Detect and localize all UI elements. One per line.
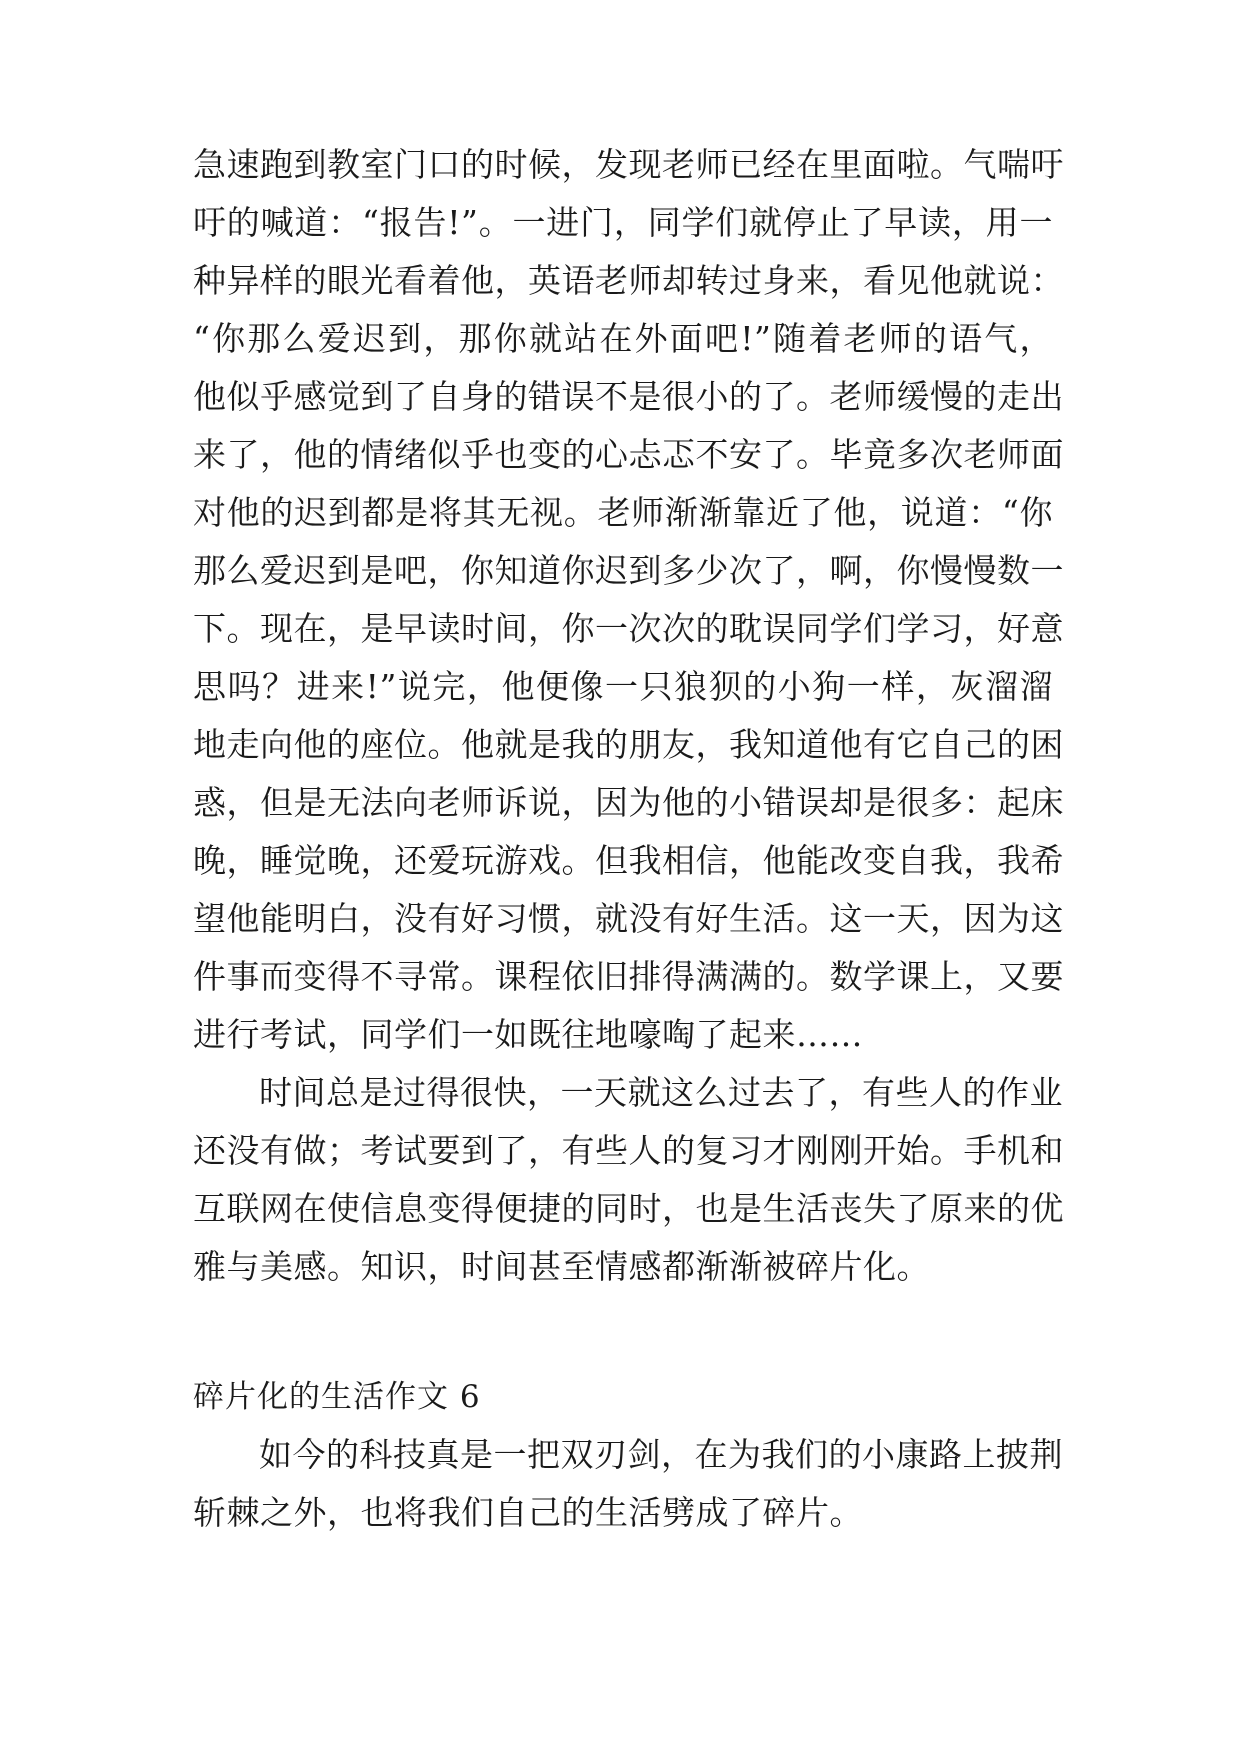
paragraph-line: 如今的科技真是一把双刃剑，在为我们的小康路上披荆 [259,1435,1063,1474]
document-page [193,136,1064,1542]
paragraph-line: 时间总是过得很快，一天就这么过去了，有些人的作业 [259,1073,1063,1112]
paragraph-1 [193,136,1064,1064]
paragraph-line: 进行考试，同学们一如既往地嚎啕了起来…… [193,1015,863,1054]
paragraph-line: 互联网在使信息变得便捷的同时，也是生活丧失了原来的优 [193,1189,1064,1228]
paragraph-line: 那么爱迟到是吧，你知道你迟到多少次了，啊，你慢慢数一 [193,551,1064,590]
section-spacer [193,1296,1053,1368]
paragraph-line: “你那么爱迟到，那你就站在外面吧!”随着老师的语气， [193,319,1053,358]
paragraph-line: 地走向他的座位。他就是我的朋友，我知道他有它自己的困 [193,725,1064,764]
paragraph-2 [193,1064,1064,1296]
section-heading: 碎片化的生活作文 6 [193,1379,481,1415]
paragraph-line: 雅与美感。知识，时间甚至情感都渐渐被碎片化。 [193,1247,930,1286]
paragraph-line: 他似乎感觉到了自身的错误不是很小的了。老师缓慢的走出 [193,377,1064,416]
paragraph-line: 还没有做；考试要到了，有些人的复习才刚刚开始。手机和 [193,1131,1064,1170]
paragraph-line: 急速跑到教室门口的时候，发现老师已经在里面啦。气喘吁 [193,145,1064,184]
paragraph-line: 晚，睡觉晚，还爱玩游戏。但我相信，他能改变自我，我希 [193,841,1064,880]
paragraph-line: 种异样的眼光看着他，英语老师却转过身来，看见他就说： [193,261,1064,300]
paragraph-line: 望他能明白，没有好习惯，就没有好生活。这一天，因为这 [193,899,1064,938]
paragraph-line: 来了，他的情绪似乎也变的心忐忑不安了。毕竟多次老师面 [193,435,1064,474]
paragraph-line: 件事而变得不寻常。课程依旧排得满满的。数学课上，又要 [193,957,1064,996]
paragraph-line: 对他的迟到都是将其无视。老师渐渐靠近了他，说道：“你 [193,493,1053,532]
paragraph-line: 吁的喊道：“报告!”。一进门，同学们就停止了早读，用一 [193,203,1053,242]
paragraph-line: 惑，但是无法向老师诉说，因为他的小错误却是很多：起床 [193,783,1064,822]
paragraph-line: 思吗？进来!”说完，他便像一只狼狈的小狗一样，灰溜溜 [193,667,1053,706]
paragraph-3 [193,1426,1063,1542]
paragraph-line: 斩棘之外，也将我们自己的生活劈成了碎片。 [193,1493,863,1532]
paragraph-line: 下。现在，是早读时间，你一次次的耽误同学们学习，好意 [193,609,1064,648]
